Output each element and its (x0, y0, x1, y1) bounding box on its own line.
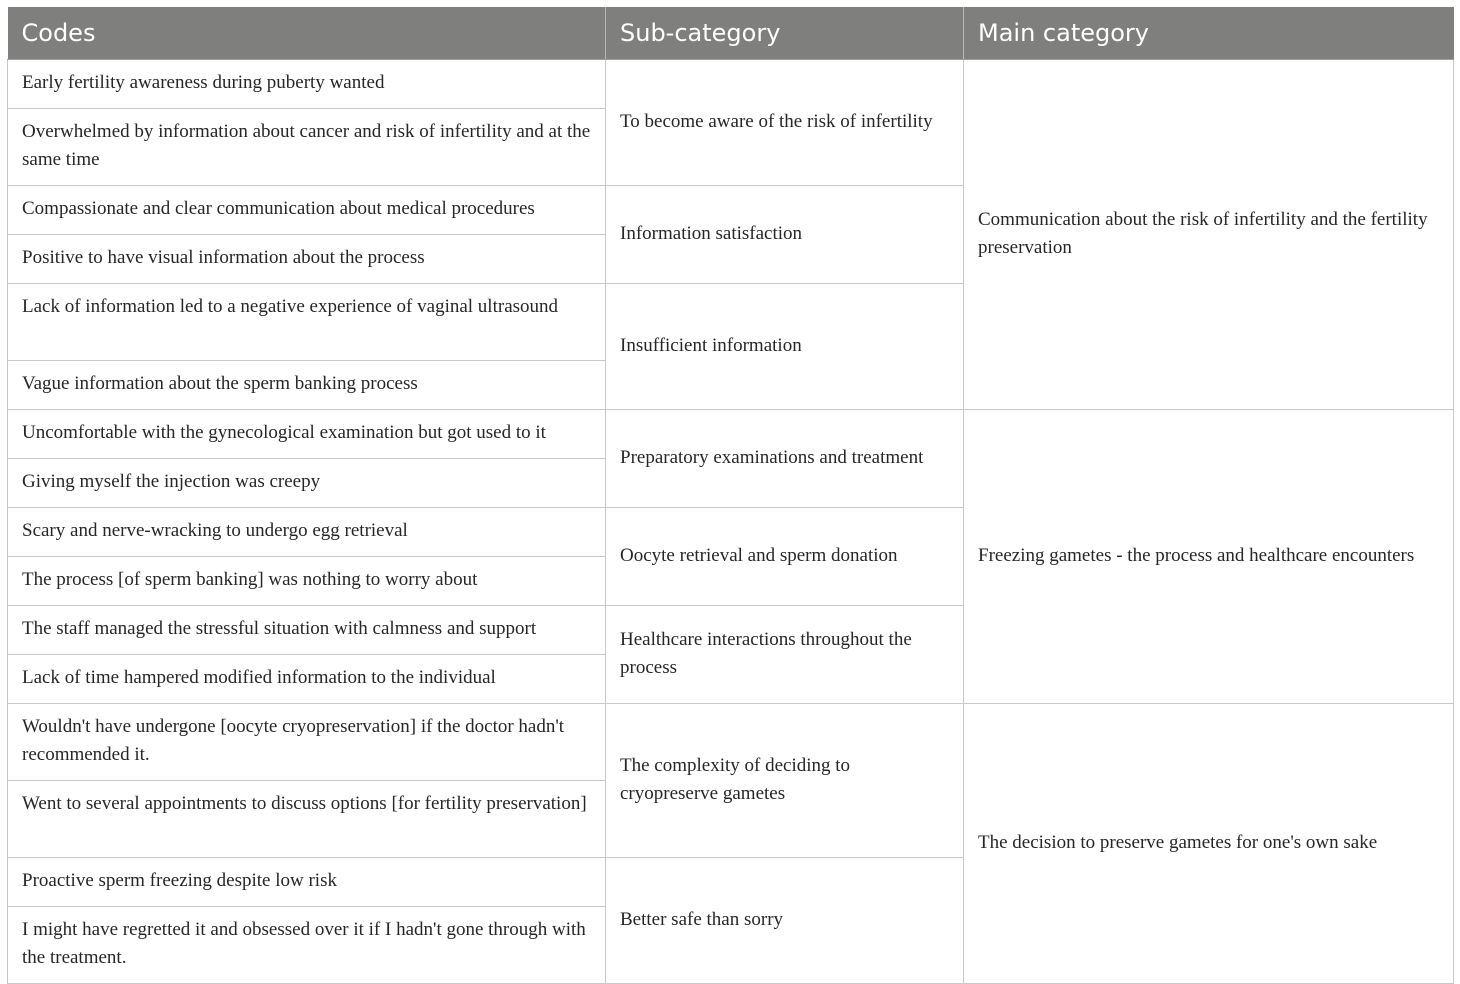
sub-category-cell: Insufficient information (606, 284, 964, 410)
code-cell: Lack of information led to a negative experience of vaginal ultrasound (8, 284, 606, 361)
code-cell: Proactive sperm freezing despite low risk (8, 858, 606, 907)
sub-category-cell: Preparatory examinations and treatment (606, 410, 964, 508)
code-cell: The process [of sperm banking] was nothing to worry about (8, 557, 606, 606)
code-cell: Wouldn't have undergone [oocyte cryopreservation] if the doctor hadn't recommended it. (8, 704, 606, 781)
code-cell: Vague information about the sperm banking process (8, 361, 606, 410)
code-cell: I might have regretted it and obsessed over it if I hadn't gone through with the treatment. (8, 907, 606, 984)
header-main-category: Main category (964, 7, 1454, 60)
table-row (8, 410, 1454, 459)
table-row (8, 704, 1454, 781)
main-category-cell: The decision to preserve gametes for one's own sake (964, 704, 1454, 984)
table-body (8, 60, 1454, 984)
table-header (8, 7, 1454, 60)
code-cell: Lack of time hampered modified information to the individual (8, 655, 606, 704)
sub-category-cell: Healthcare interactions throughout the process (606, 606, 964, 704)
code-cell: Uncomfortable with the gynecological examination but got used to it (8, 410, 606, 459)
code-cell: Giving myself the injection was creepy (8, 459, 606, 508)
header-sub-category: Sub-category (606, 7, 964, 60)
code-cell: Early fertility awareness during puberty wanted (8, 60, 606, 109)
code-cell: Positive to have visual information about the process (8, 235, 606, 284)
main-category-cell: Freezing gametes - the process and healthcare encounters (964, 410, 1454, 704)
code-cell: The staff managed the stressful situation with calmness and support (8, 606, 606, 655)
table-row (8, 60, 1454, 109)
main-category-cell: Communication about the risk of infertility and the fertility preservation (964, 60, 1454, 410)
sub-category-cell: Information satisfaction (606, 186, 964, 284)
sub-category-cell: Oocyte retrieval and sperm donation (606, 508, 964, 606)
header-row (8, 7, 1454, 60)
codes-table (7, 7, 1454, 984)
code-cell: Scary and nerve-wracking to undergo egg retrieval (8, 508, 606, 557)
code-cell: Overwhelmed by information about cancer and risk of infertility and at the same time (8, 109, 606, 186)
sub-category-cell: The complexity of deciding to cryopreserve gametes (606, 704, 964, 858)
code-cell: Went to several appointments to discuss options [for fertility preservation] (8, 781, 606, 858)
code-cell: Compassionate and clear communication about medical procedures (8, 186, 606, 235)
sub-category-cell: Better safe than sorry (606, 858, 964, 984)
header-codes: Codes (8, 7, 606, 60)
sub-category-cell: To become aware of the risk of infertility (606, 60, 964, 186)
